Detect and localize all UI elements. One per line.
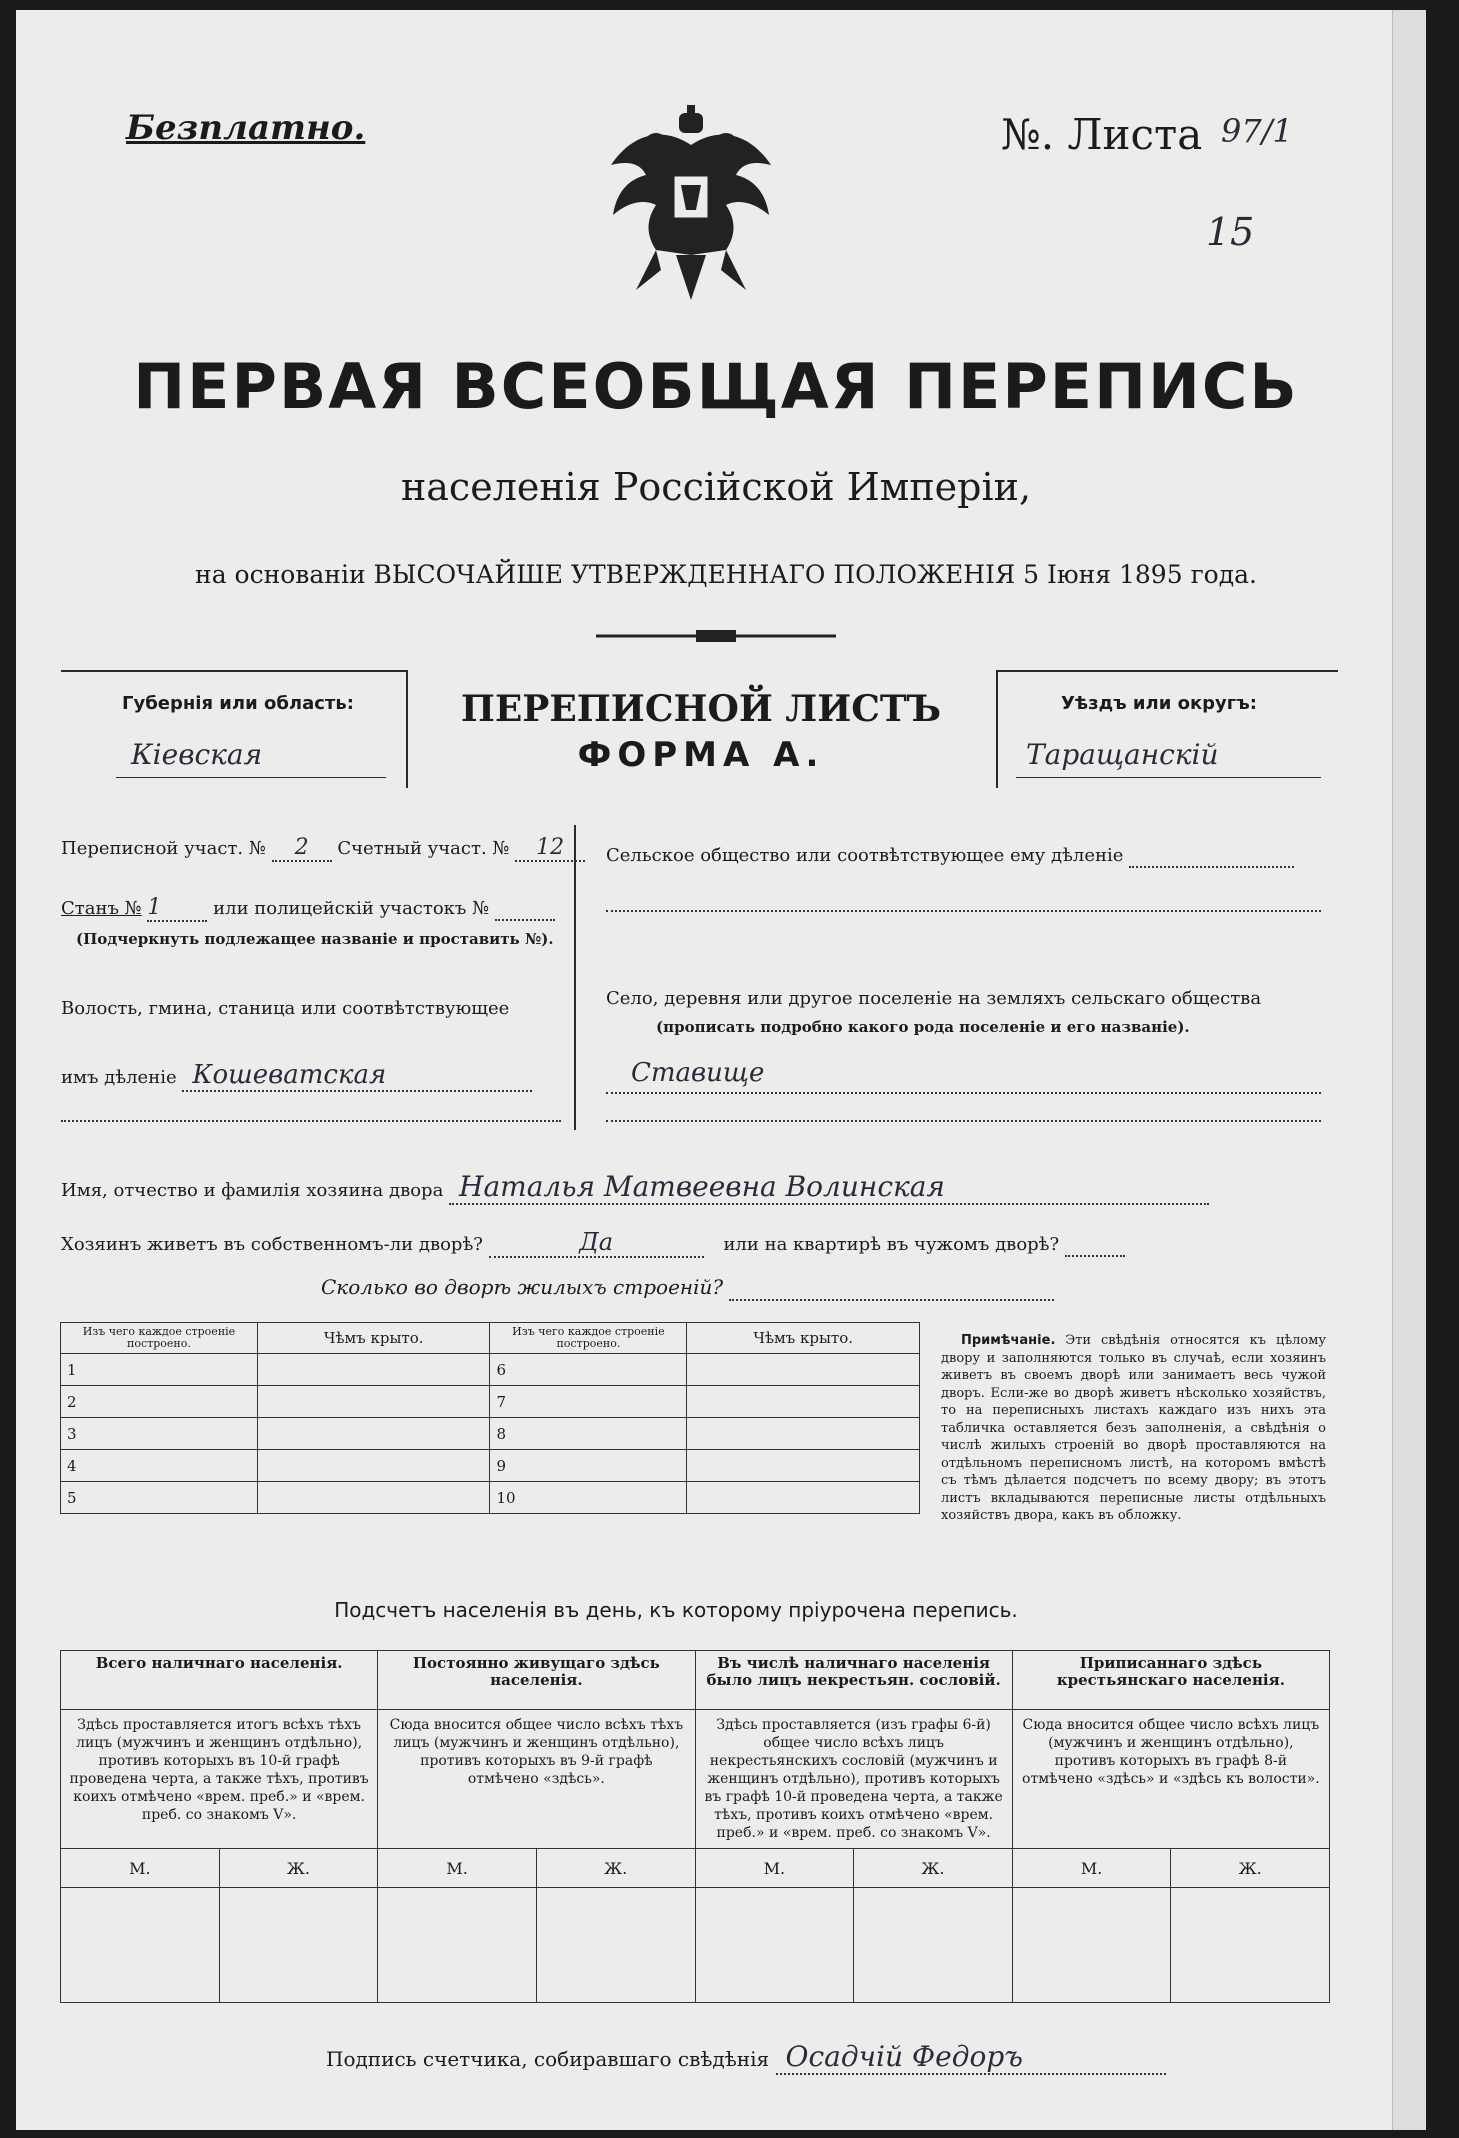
- col-non-peasant-population: Въ числѣ наличнаго населенія было лицъ некрестьян. сословій.: [695, 1651, 1012, 1710]
- owner-name-field[interactable]: Наталья Матвеевна Волинская: [449, 1170, 1209, 1205]
- owner-name-row: Имя, отчество и фамилія хозяина двора Наталья Матвеевна Волинская: [61, 1170, 1209, 1205]
- sheet-title: ПЕРЕПИСНОЙ ЛИСТЪ: [460, 688, 942, 730]
- volost-label: Волость, гмина, станица или соотвѣтствующее: [61, 998, 510, 1019]
- legal-basis: на основаніи ВЫСОЧАЙШЕ УТВЕРЖДЕННАГО ПОЛОЖЕНІЯ 5 Іюня 1895 года.: [195, 560, 1257, 589]
- stan-row: Станъ № 1 или полицейскій участокъ №: [61, 895, 555, 922]
- page-edge: [1392, 10, 1426, 2130]
- table-row: 2 7: [61, 1386, 920, 1418]
- district-label: Уѣздъ или округъ:: [1061, 693, 1257, 714]
- table-row: 4 9: [61, 1450, 920, 1482]
- col-permanent-population: Постоянно живущаго здѣсь населенія.: [378, 1651, 695, 1710]
- society-extra-line[interactable]: [606, 910, 1321, 912]
- count-cell[interactable]: [854, 1888, 1013, 2003]
- buildings-row: Сколько во дворѣ жилыхъ строеній?: [321, 1275, 1054, 1301]
- own-yard-field[interactable]: Да: [489, 1228, 704, 1258]
- sheet-extra-number: 15: [1206, 210, 1255, 254]
- table-row: 1 6: [61, 1354, 920, 1386]
- signature-field[interactable]: Осадчій Федоръ: [776, 2040, 1166, 2075]
- volost-row: имъ дѣленіе Кошеватская: [61, 1060, 532, 1092]
- census-form-page: [16, 10, 1426, 2130]
- sheet-number-value: 97/1: [1221, 112, 1293, 150]
- census-area-row: Переписной участ. № 2 Счетный участ. № 12: [61, 835, 585, 862]
- buildings-note: Примѣчаніе. Эти свѣдѣнія относятся къ цѣлому двору и заполняются только въ случаѣ, если хозяинъ живетъ въ своемъ дворѣ или занимаетъ весь чужой дворъ. Если-же во дворѣ живетъ нѣсколько хозяйствъ, то на переписныхъ листахъ каждаго изъ нихъ эта табличка оставляется безъ заполненія, а свѣдѣнія о числѣ жилыхъ строеній во дворѣ проставляются на отдѣльномъ переписномъ листѣ, на которомъ вмѣстѣ съ тѣмъ дѣлается подсчетъ по всему двору; въ этотъ листъ вкладываются переписные листы отдѣльныхъ хозяйствъ двора, какъ въ обложку.: [941, 1333, 1327, 1523]
- village-label: Село, деревня или другое поселеніе на земляхъ сельскаго общества: [606, 988, 1262, 1009]
- district-field[interactable]: Таращанскій: [1016, 738, 1321, 778]
- table-row: 5 10: [61, 1482, 920, 1514]
- stan-field[interactable]: 1: [147, 895, 207, 922]
- table-row: 3 8: [61, 1418, 920, 1450]
- underline-note: (Подчеркнуть подлежащее названіе и проставить №).: [76, 930, 554, 948]
- count-cell[interactable]: [219, 1888, 378, 2003]
- buildings-table: [60, 1322, 920, 1514]
- count-cell[interactable]: [61, 1888, 220, 2003]
- owner-yard-row: Хозяинъ живетъ въ собственномъ-ли дворѣ? Да или на квартирѣ въ чужомъ дворѣ?: [61, 1228, 1125, 1258]
- population-count-table: Всего наличнаго населенія. Постоянно живущаго здѣсь населенія. Въ числѣ наличнаго населенія было лицъ некрестьян. сословій. Приписаннаго здѣсь крестьянскаго населенія. Здѣсь проставляется итогъ всѣхъ тѣхъ лицъ (мужчинъ и женщинъ отдѣльно), противъ которыхъ въ 10-й графѣ проведена черта, а также тѣхъ, противъ коихъ отмѣчено «врем. преб.» и «врем. преб. со знакомъ V». Сюда вносится общее число всѣхъ тѣхъ лицъ (мужчинъ и женщинъ отдѣльно), противъ которыхъ въ 9-й графѣ отмѣчено «здѣсь». Здѣсь проставляется (изъ графы 6-й) общее число всѣхъ лицъ некрестьянскихъ сословій (мужчинъ и женщинъ отдѣльно), противъ которыхъ въ графѣ 10-й проведена черта, а также тѣхъ, противъ коихъ отмѣчено «врем. преб.» и «врем. преб. со знакомъ V». Сюда вносится общее число всѣхъ лицъ (мужчинъ и женщинъ отдѣльно), противъ которыхъ въ графѣ 8-й отмѣчено «здѣсь» и «здѣсь къ волости». М. Ж. М. Ж. М. Ж. М. Ж.: [60, 1650, 1330, 2003]
- count-cell[interactable]: [1171, 1888, 1330, 2003]
- col-registered-peasants: Приписаннаго здѣсь крестьянскаго населенія.: [1012, 1651, 1329, 1710]
- count-cell[interactable]: [1012, 1888, 1171, 2003]
- signature-row: Подпись счетчика, собиравшаго свѣдѣнія Осадчій Федоръ: [326, 2040, 1166, 2075]
- col-material-left: Изъ чего каждое строеніе построено.: [61, 1323, 258, 1354]
- form-header-band: [61, 670, 1336, 790]
- col-material-right: Изъ чего каждое строеніе построено.: [490, 1323, 687, 1354]
- count-cell[interactable]: [536, 1888, 695, 2003]
- col-present-population: Всего наличнаго населенія.: [61, 1651, 378, 1710]
- ornament-divider-icon: [596, 628, 836, 644]
- count-cell[interactable]: [695, 1888, 854, 2003]
- form-title: ФОРМА А.: [577, 735, 825, 775]
- society-row: Сельское общество или соотвѣтствующее ему дѣленіе: [606, 845, 1294, 868]
- col-roof-right: Чѣмъ крыто.: [687, 1323, 920, 1354]
- buildings-field[interactable]: [729, 1275, 1054, 1301]
- society-field[interactable]: [1129, 845, 1294, 868]
- volost-field[interactable]: Кошеватская: [182, 1060, 532, 1092]
- col-roof-left: Чѣмъ крыто.: [257, 1323, 490, 1354]
- province-field[interactable]: Кіевская: [116, 738, 386, 778]
- page-subtitle: населенія Россійской Имперіи,: [400, 465, 1032, 509]
- rented-field[interactable]: [1065, 1234, 1125, 1257]
- village-extra-line[interactable]: [606, 1120, 1321, 1122]
- count-title: Подсчетъ населенія въ день, къ которому пріурочена перепись.: [334, 1598, 1018, 1622]
- police-field[interactable]: [495, 898, 555, 921]
- province-label: Губернія или область:: [122, 693, 354, 714]
- volost-extra-line[interactable]: [61, 1120, 561, 1122]
- village-note: (прописать подробно какого рода поселеніе и его названіе).: [656, 1018, 1190, 1036]
- free-label: Безплатно.: [126, 108, 366, 148]
- page-title: ПЕРВАЯ ВСЕОБЩАЯ ПЕРЕПИСЬ: [133, 350, 1299, 423]
- census-area-field[interactable]: 2: [272, 835, 332, 862]
- count-cell[interactable]: [378, 1888, 537, 2003]
- double-headed-eagle-icon: [601, 105, 781, 305]
- count-area-field[interactable]: 12: [515, 835, 585, 862]
- sheet-number-label: №. Листа: [1001, 110, 1203, 159]
- village-field[interactable]: Ставище: [606, 1058, 1321, 1094]
